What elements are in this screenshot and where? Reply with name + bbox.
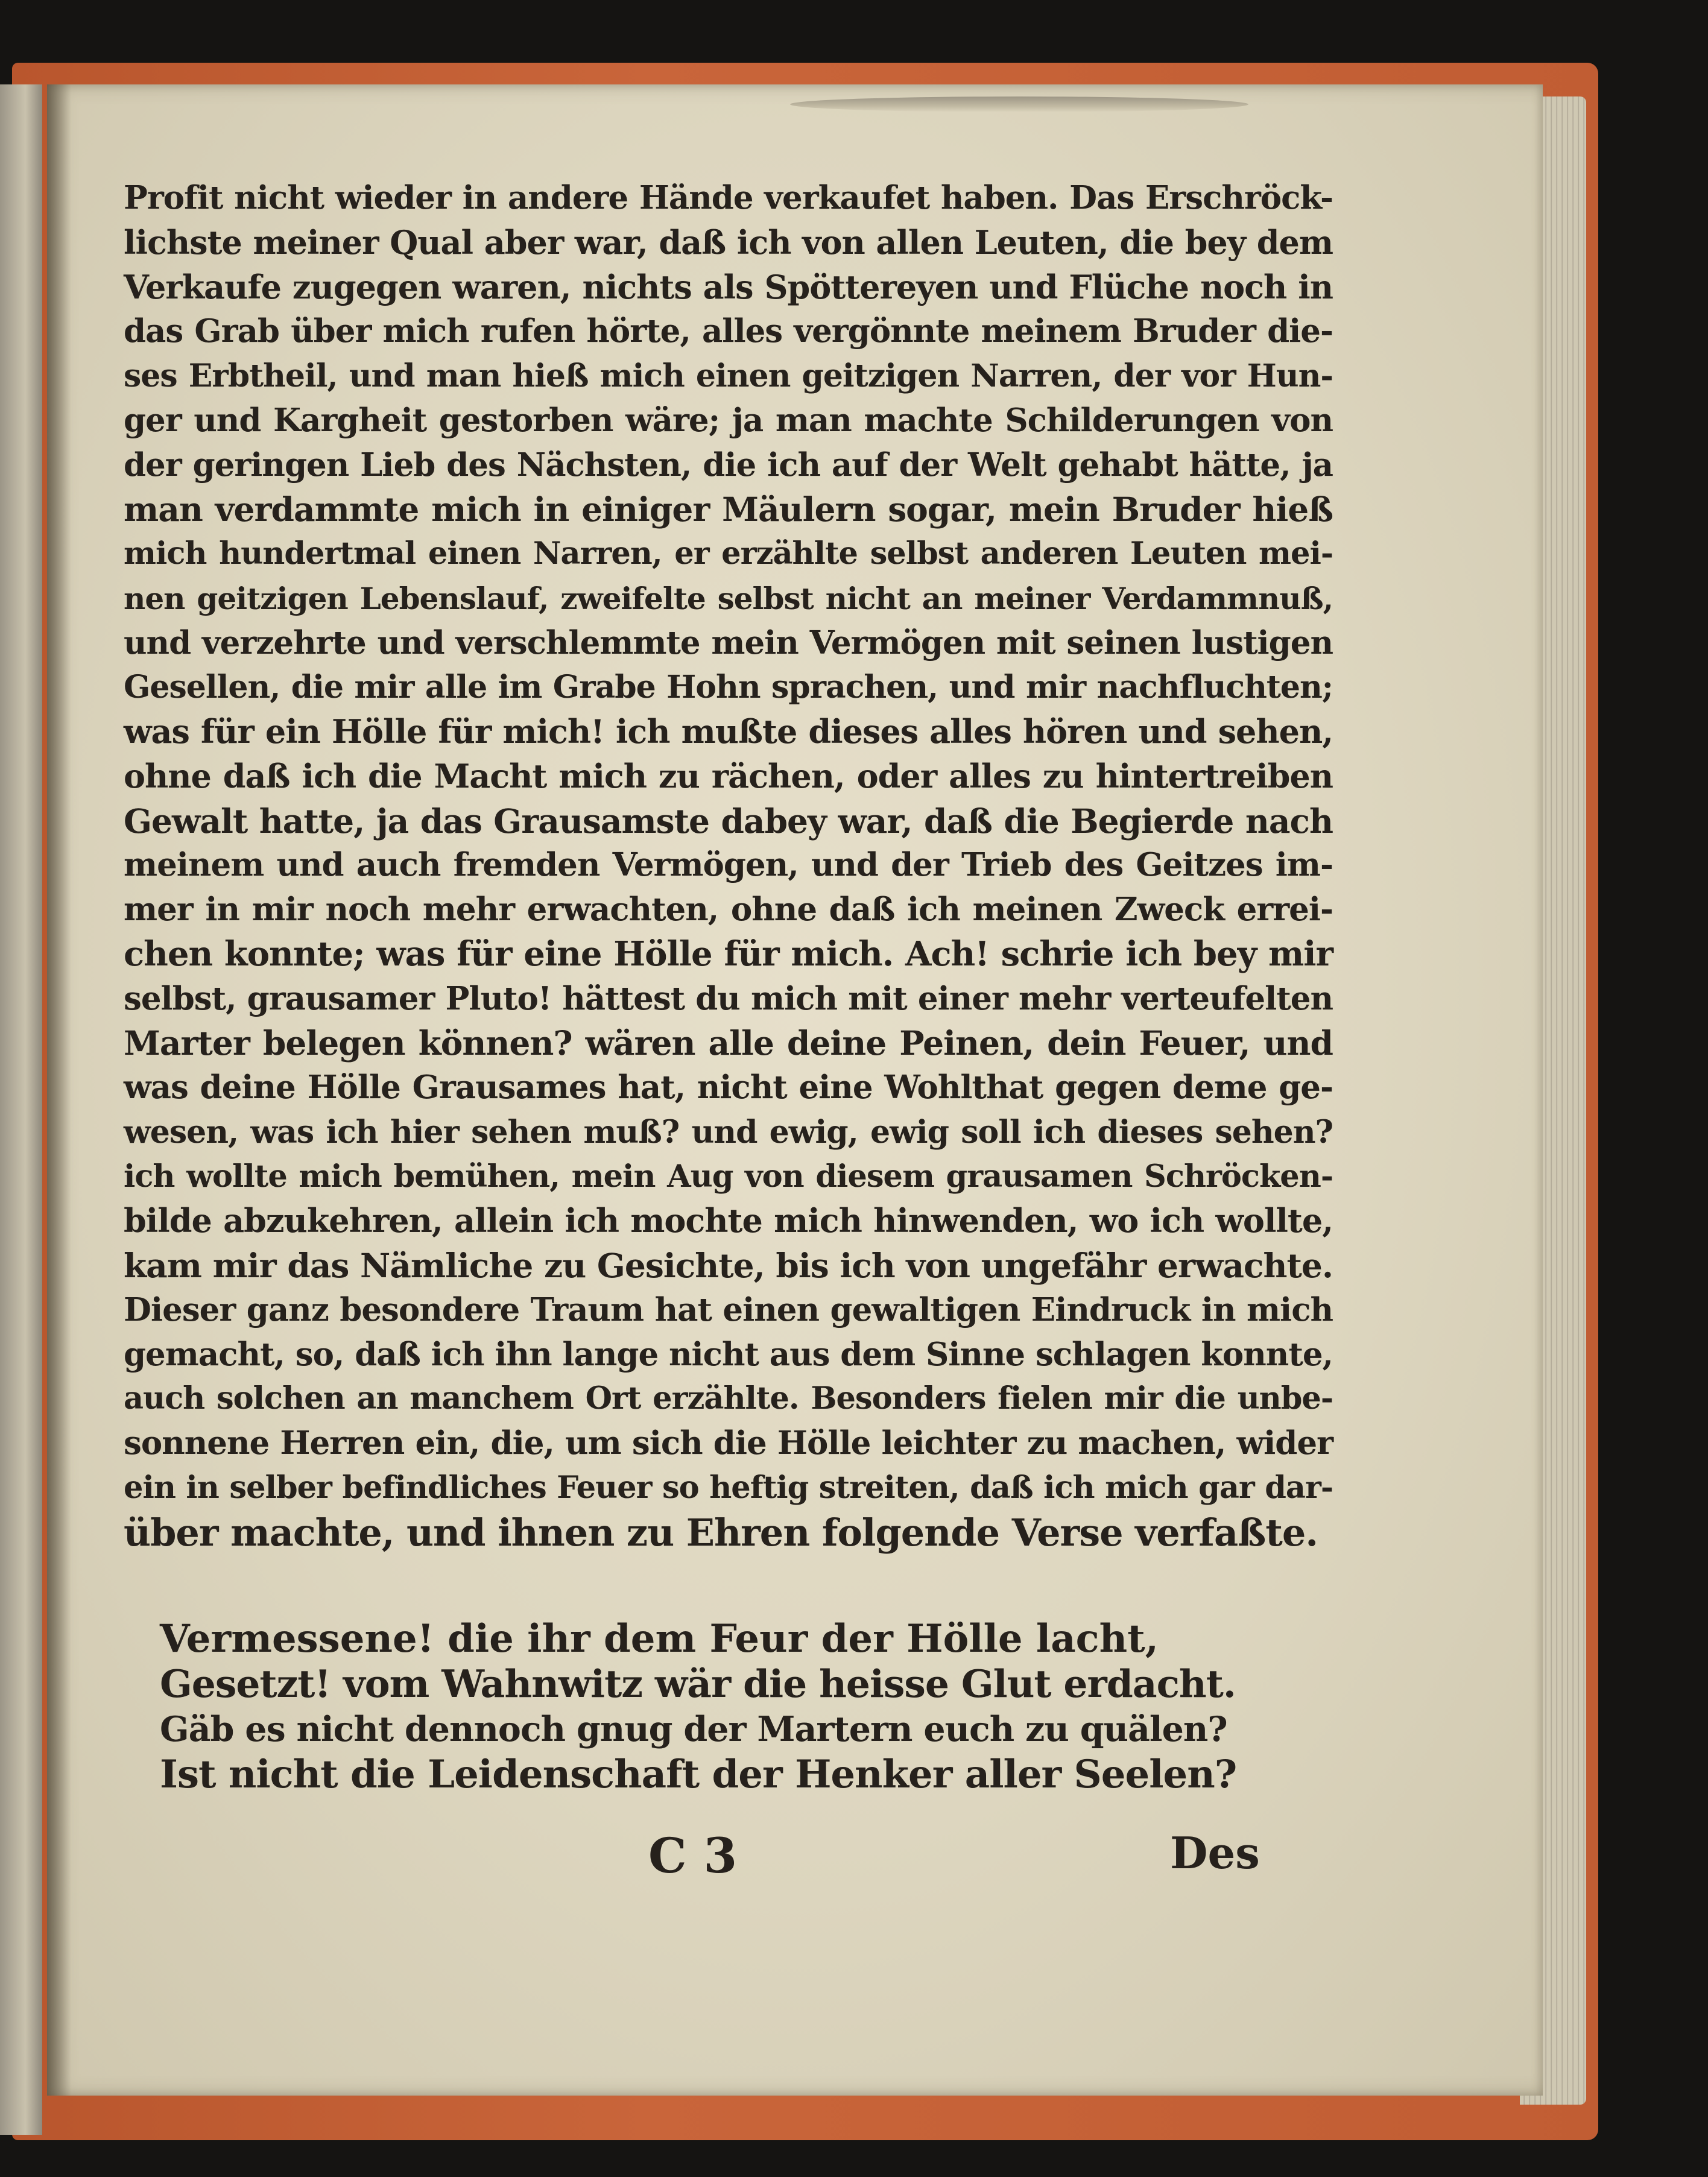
text-line: lichste meiner Qual aber war, daß ich von allen Leuten, die bey dem <box>124 223 1333 262</box>
text-line: wesen, was ich hier sehen muß? und ewig, ewig soll ich dieses sehen? <box>124 1113 1333 1151</box>
verse-line: Ist nicht die Leidenschaft der Henker aller Seelen? <box>160 1752 1237 1797</box>
facing-page-edge <box>0 84 42 2135</box>
text-line: Profit nicht wieder in andere Hände verkaufet haben. Das Erschröck- <box>124 179 1333 216</box>
text-line: nen geitzigen Lebenslauf, zweifelte selbst nicht an meiner Verdammnuß, <box>124 580 1333 616</box>
text-line: kam mir das Nämliche zu Gesichte, bis ich von ungefähr erwachte. <box>124 1246 1333 1285</box>
text-line: Verkaufe zugegen waren, nichts als Spöttereyen und Flüche noch in <box>124 267 1333 306</box>
body-text <box>124 176 1333 1555</box>
text-line: das Grab über mich rufen hörte, alles vergönnte meinem Bruder die- <box>124 312 1333 350</box>
text-line: ein in selber befindliches Feuer so heftig streiten, daß ich mich gar dar- <box>124 1469 1333 1506</box>
text-line: chen konnte; was für eine Hölle für mich. Ach! schrie ich bey mir <box>124 934 1333 974</box>
signature-mark: C 3 <box>648 1827 738 1884</box>
text-line: mer in mir noch mehr erwachten, ohne daß ich meinen Zweck errei- <box>124 891 1333 928</box>
text-line: und verzehrte und verschlemmte mein Vermögen mit seinen lustigen <box>124 624 1333 662</box>
text-line: Gesellen, die mir alle im Grabe Hohn sprachen, und mir nachfluchten; <box>124 669 1333 706</box>
verse-line: Gäb es nicht dennoch gnug der Martern euch zu quälen? <box>160 1709 1227 1749</box>
text-line: über machte, und ihnen zu Ehren folgende Verse verfaßte. <box>124 1510 1318 1555</box>
text-line: bilde abzukehren, allein ich mochte mich hinwenden, wo ich wollte, <box>124 1201 1333 1240</box>
paper-tear-mark <box>790 96 1248 112</box>
text-line: was für ein Hölle für mich! ich mußte dieses alles hören und sehen, <box>124 712 1333 751</box>
text-line: meinem und auch fremden Vermögen, und der Trieb des Geitzes im- <box>124 846 1333 884</box>
text-line: gemacht, so, daß ich ihn lange nicht aus dem Sinne schlagen konnte, <box>124 1335 1333 1373</box>
verse-line: Gesetzt! vom Wahnwitz wär die heisse Glut erdacht. <box>160 1661 1236 1706</box>
text-line: ich wollte mich bemühen, mein Aug von diesem grausamen Schröcken- <box>124 1158 1333 1195</box>
text-line: man verdammte mich in einiger Mäulern sogar, mein Bruder hieß <box>124 490 1333 529</box>
text-line: ohne daß ich die Macht mich zu rächen, oder alles zu hintertreiben <box>124 756 1333 795</box>
verse-block <box>160 1616 1245 1797</box>
text-line: selbst, grausamer Pluto! hättest du mich mit einer mehr verteufelten <box>124 979 1333 1017</box>
text-line: der geringen Lieb des Nächsten, die ich auf der Welt gehabt hätte, ja <box>124 446 1333 484</box>
text-line: Gewalt hatte, ja das Grausamste dabey war, daß die Begierde nach <box>124 801 1333 841</box>
text-line: auch solchen an manchem Ort erzählte. Besonders fielen mir die unbe- <box>124 1380 1333 1417</box>
text-line: Dieser ganz besondere Traum hat einen gewaltigen Eindruck in mich <box>124 1291 1333 1329</box>
text-line: mich hundertmal einen Narren, er erzählte selbst anderen Leuten mei- <box>124 536 1333 572</box>
text-line: sonnene Herren ein, die, um sich die Hölle leichter zu machen, wider <box>124 1424 1333 1462</box>
catchword: Des <box>1170 1827 1260 1878</box>
gutter-shadow <box>47 84 71 2096</box>
verse-line: Vermessene! die ihr dem Feur der Hölle lacht, <box>160 1616 1159 1661</box>
text-line: ses Erbtheil, und man hieß mich einen geitzigen Narren, der vor Hun- <box>124 358 1333 394</box>
text-line: Marter belegen können? wären alle deine Peinen, dein Feuer, und <box>124 1023 1333 1063</box>
text-line: ger und Kargheit gestorben wäre; ja man machte Schilderungen von <box>124 401 1333 439</box>
text-line: was deine Hölle Grausames hat, nicht eine Wohlthat gegen deme ge- <box>124 1069 1333 1106</box>
